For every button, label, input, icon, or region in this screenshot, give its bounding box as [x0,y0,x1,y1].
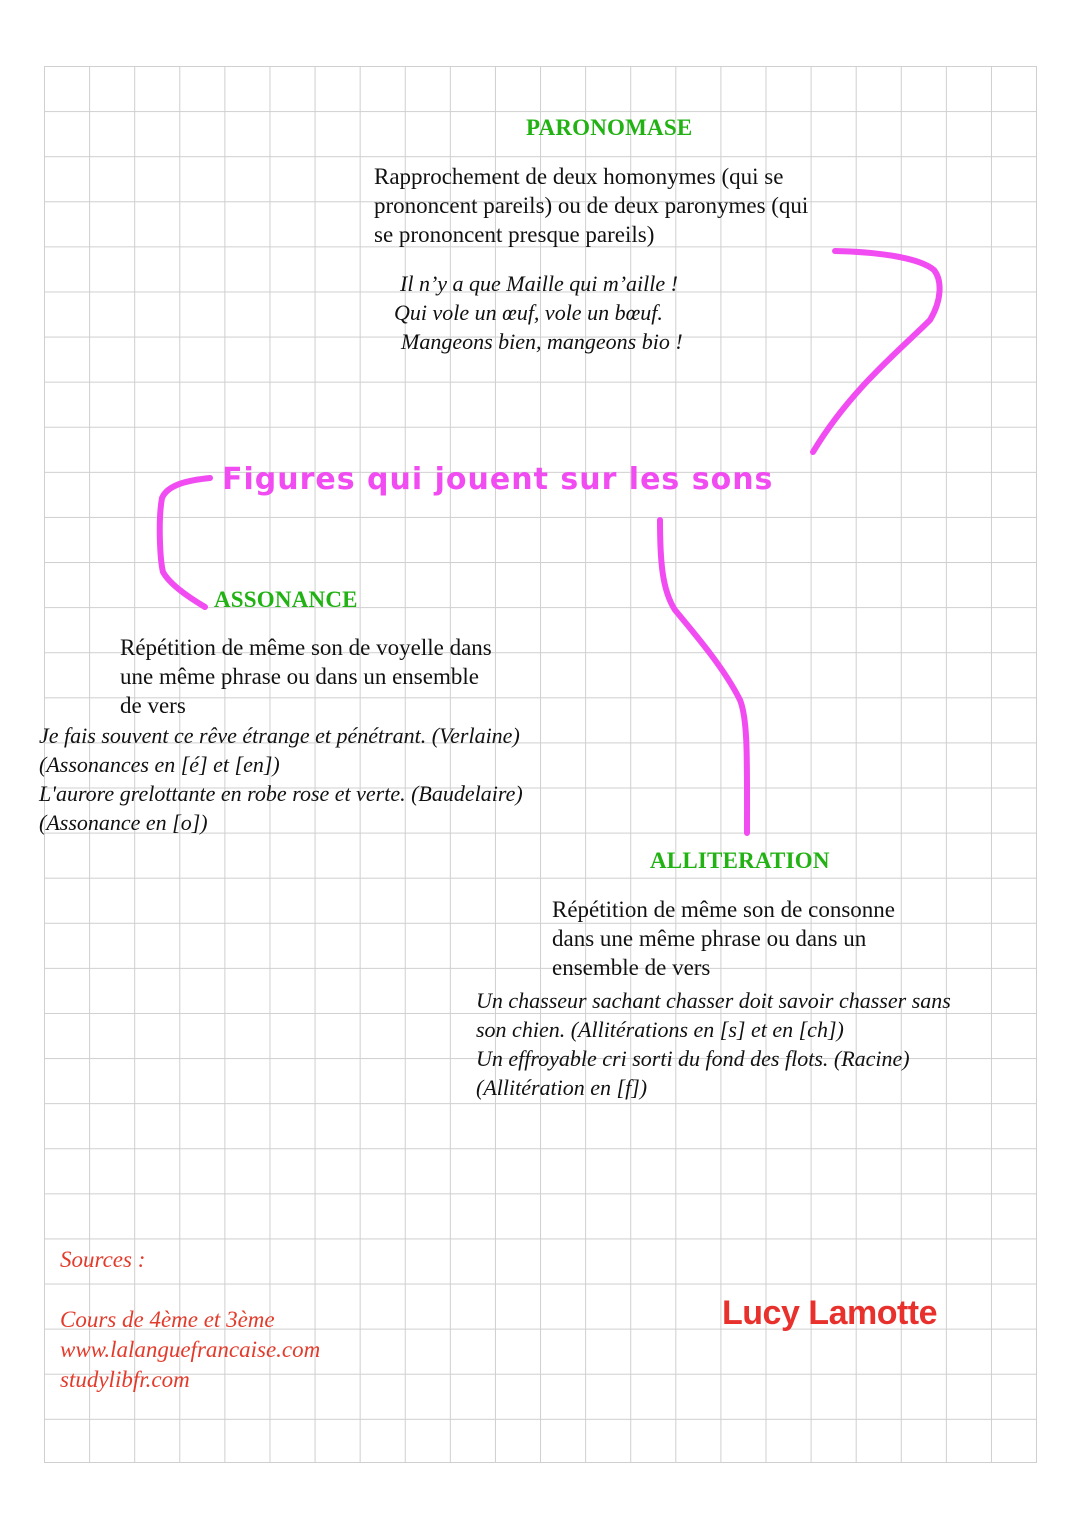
paronomase-definition: Rapprochement de deux homonymes (qui se prononcent pareils) ou de deux paronymes (qui se prononcent presque pareils) [374,164,809,247]
assonance-definition: Répétition de même son de voyelle dans une même phrase ou dans un ensemble de vers [120,635,492,718]
paronomase-example-3: Mangeons bien, mangeons bio ! [401,329,683,354]
main-title: Figures qui jouent sur les sons [222,462,774,497]
source-item: Cours de 4ème et 3ème [60,1307,275,1332]
alliteration-heading: ALLITERATION [650,848,830,873]
alliteration-definition: Répétition de même son de consonne dans une même phrase ou dans un ensemble de vers [552,897,896,980]
connector-assonance [160,478,210,607]
alliteration-examples: Un chasseur sachant chasser doit savoir chasser sans son chien. (Allitérations en [s] et en [ch]) Un effroyable cri sorti du fond des flots. (Racine) (Allitération en [f]) [476,988,951,1100]
connector-alliteration [660,520,747,833]
sources-label: Sources : [60,1247,146,1272]
paronomase-example-1: Il n’y a que Maille qui m’aille ! [400,271,678,296]
source-item: www.lalanguefrancaise.com [60,1337,321,1362]
assonance-heading: ASSONANCE [214,587,358,612]
paronomase-heading: PARONOMASE [526,115,693,140]
author-name: Lucy Lamotte [722,1294,938,1332]
paronomase-example-2: Qui vole un œuf, vole un bœuf. [394,300,663,325]
assonance-examples: Je fais souvent ce rêve étrange et pénétrant. (Verlaine) (Assonances en [é] et [en]) L'aurore grelottante en robe rose et verte. (Baudelaire) (Assonance en [o]) [39,723,523,835]
source-item: studylibfr.com [60,1367,190,1392]
connector-paronomase [813,251,940,452]
